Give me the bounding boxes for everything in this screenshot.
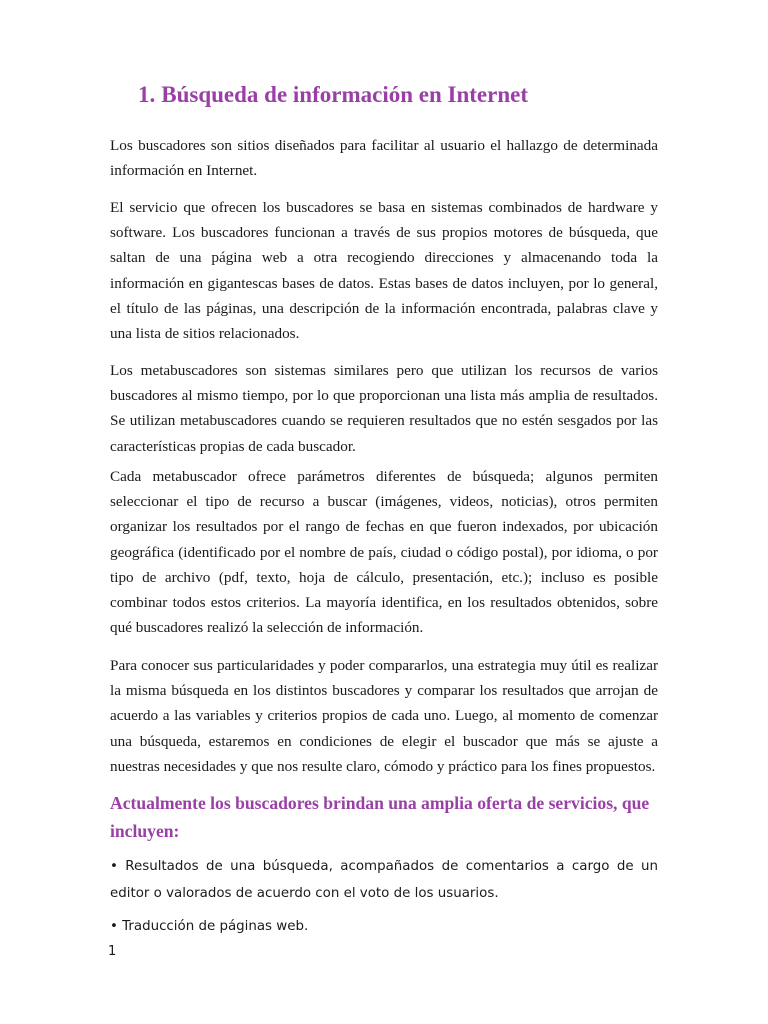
page-title	[138, 82, 528, 108]
list-item: • Traducción de páginas web.	[110, 919, 309, 934]
title-text: Búsqueda de información en Internet	[161, 82, 528, 107]
title-number: 1.	[138, 82, 156, 107]
paragraph-parameters: Cada metabuscador ofrece parámetros diferentes de búsqueda; algunos permiten seleccionar el tipo de recurso a buscar (imágenes, videos, noticias), otros permiten organizar los resultados por el rango de fechas en que fueron indexados, por ubicación geográfica (identificado por el nombre de país, ciudad o código postal), por idioma, o por tipo de archivo (pdf, texto, hoja de cálculo, presentación, etc.); incluso es posible combinar todos estos criterios. La mayoría identifica, en los resultados obtenidos, sobre qué buscadores realizó la selección de información.	[110, 468, 658, 637]
list-item: • Resultados de una búsqueda, acompañados de comentarios a cargo de un editor o valorados de acuerdo con el voto de los usuarios.	[110, 859, 658, 901]
paragraph-strategy: Para conocer sus particularidades y poder compararlos, una estrategia muy útil es realizar la misma búsqueda en los distintos buscadores y comparar los resultados que arrojan de acuerdo a las variables y criterios propios de cada uno. Luego, al momento de comenzar una búsqueda, estaremos en condiciones de elegir el buscador que más se ajuste a nuestras necesidades y que nos resulte claro, cómodo y práctico para los fines propuestos.	[110, 657, 658, 775]
paragraph-intro: Los buscadores son sitios diseñados para facilitar al usuario el hallazgo de determinada información en Internet.	[110, 137, 658, 180]
page-number: 1	[108, 944, 117, 959]
paragraph-metasearch: Los metabuscadores son sistemas similares pero que utilizan los recursos de varios buscadores al mismo tiempo, por lo que proporcionan una lista más amplia de resultados. Se utilizan metabuscadores cuando se requieren resultados que no estén sesgados por las características propias de cada buscador.	[110, 362, 658, 455]
paragraph-service: El servicio que ofrecen los buscadores se basa en sistemas combinados de hardware y software. Los buscadores funcionan a través de sus propios motores de búsqueda, que saltan de una página web a otra recogiendo direcciones y almacenando toda la información en gigantescas bases de datos. Estas bases de datos incluyen, por lo general, el título de las páginas, una descripción de la información encontrada, palabras clave y una lista de sitios relacionados.	[110, 199, 658, 343]
section-subheading: Actualmente los buscadores brindan una amplia oferta de servicios, que incluyen:	[110, 793, 650, 841]
